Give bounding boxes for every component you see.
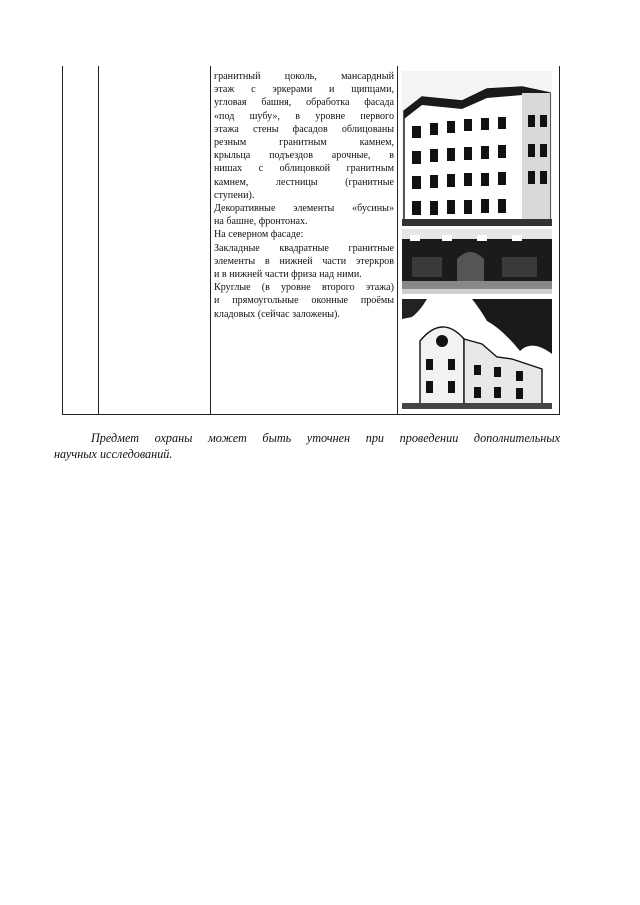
description-cell [214,70,394,321]
description-line: крыльца подъездов арочные, в [214,150,394,162]
protection-subject-table [62,66,560,415]
description-line: кладовых (сейчас заложены). [214,308,340,320]
description-line: гранитный цоколь, мансардный [214,71,394,82]
table-column-divider-1 [98,66,99,415]
table-border-right [559,66,560,415]
description-line: Круглые (в уровне второго этажа) [214,282,394,294]
description-line: и прямоугольные оконные проёмы [214,295,394,307]
table-column-divider-2 [210,66,211,415]
table-border-bottom [62,414,560,415]
description-line: «под шубу», в уровне первого [214,110,394,122]
description-line: этажа стены фасадов облицованы [214,123,394,135]
table-column-divider-3 [397,66,398,415]
description-line: Декоративные элементы «бусины» [214,203,394,215]
description-line: Закладные квадратные гранитные [214,242,394,254]
description-line: нишах с облицовкой гранитным [214,163,394,175]
description-line: угловая башня, обработка фасада [214,97,394,109]
protection-note-line: Предмет охраны может быть уточнен при проведении дополнительных [91,431,560,445]
description-line: на башне, фронтонах. [214,216,308,228]
description-line: элементы в нижней части этеркров [214,255,394,267]
description-line: резным гранитным камнем, [214,137,394,149]
protection-note-line: научных исследований. [54,447,173,461]
description-line: этаж с эркерами и щипцами, [214,84,394,96]
description-line: На северном фасаде: [214,229,304,241]
protection-note [54,430,560,462]
north-facade-photo [402,299,552,409]
description-line: камнем, лестницы (гранитные [214,176,394,188]
facade-photo [402,71,552,226]
table-border-left [62,66,63,415]
description-line: и в нижней части фриза над ними. [214,269,362,281]
description-line: ступени). [214,189,255,201]
plinth-photo [402,229,552,294]
